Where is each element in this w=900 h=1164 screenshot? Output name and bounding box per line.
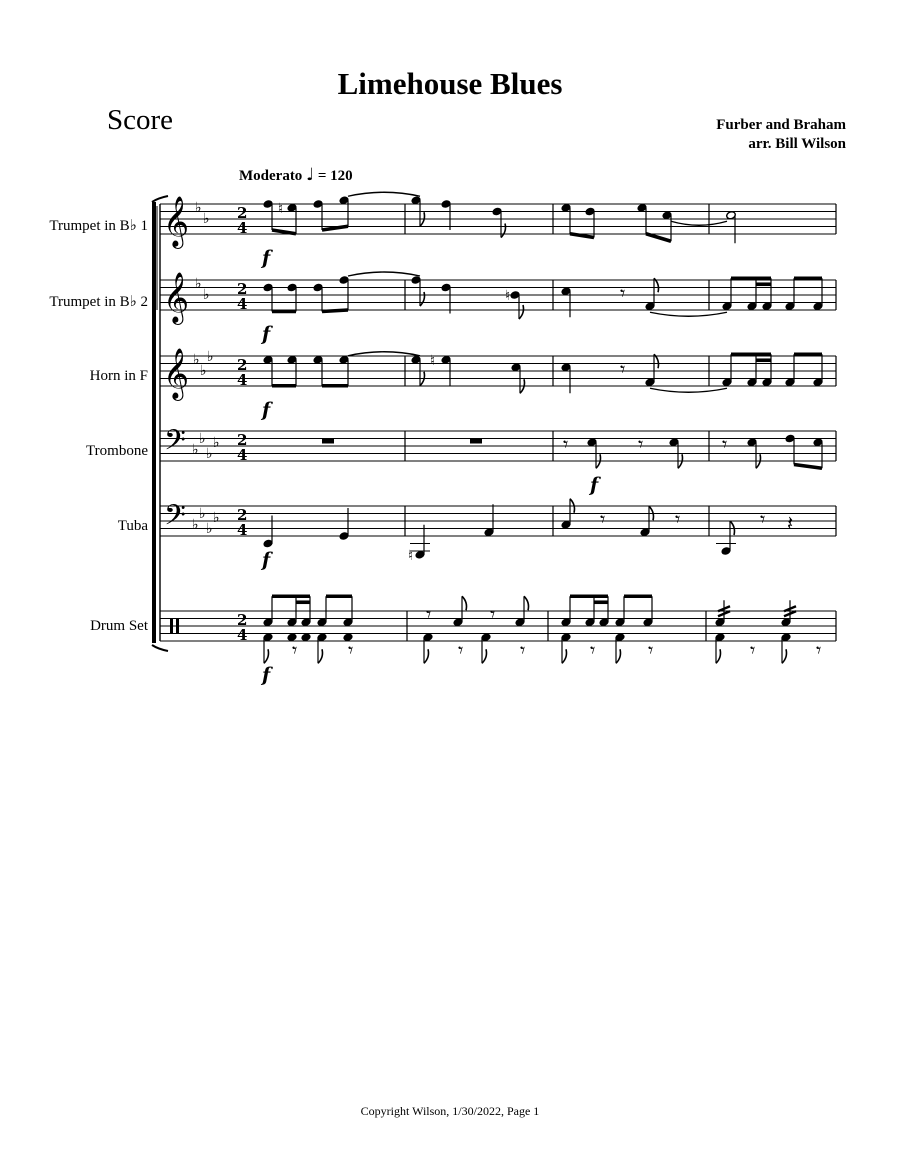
flag bbox=[524, 596, 529, 610]
key-flat-icon: ♭ bbox=[195, 276, 202, 292]
instrument-name-horn: Horn in F bbox=[89, 368, 148, 384]
natural-icon: ♮ bbox=[278, 200, 284, 217]
time-signature-bottom: 4 bbox=[237, 371, 248, 389]
time-signature-bottom: 4 bbox=[237, 446, 248, 464]
flag bbox=[420, 292, 425, 306]
percussion-clef-icon bbox=[176, 619, 179, 633]
time-signature-bottom: 4 bbox=[237, 295, 248, 313]
key-flat-icon: ♭ bbox=[206, 521, 213, 537]
key-flat-icon: ♭ bbox=[203, 287, 210, 303]
tie bbox=[348, 192, 420, 196]
eighth-rest-icon: 𝄾 bbox=[426, 602, 432, 626]
key-flat-icon: ♭ bbox=[199, 431, 206, 447]
forte-dynamic: f bbox=[262, 247, 271, 269]
composer-line-1: Furber and Braham bbox=[716, 117, 846, 133]
flag bbox=[424, 649, 429, 663]
page-title: Limehouse Blues bbox=[337, 66, 563, 101]
tie bbox=[671, 221, 727, 225]
eighth-rest-icon: 𝄾 bbox=[620, 281, 626, 305]
key-flat-icon: ♭ bbox=[192, 442, 199, 458]
key-flat-icon: ♭ bbox=[200, 363, 207, 379]
key-flat-icon: ♭ bbox=[203, 211, 210, 227]
tie bbox=[348, 272, 420, 276]
treble-clef-icon: 𝄞 bbox=[163, 348, 190, 399]
instrument-name-trumpet-1: Trumpet in B♭ 1 bbox=[49, 218, 148, 234]
instrument-name-trombone: Trombone bbox=[86, 443, 148, 459]
tie bbox=[348, 352, 420, 356]
key-flat-icon: ♭ bbox=[199, 506, 206, 522]
quarter-note-icon: ♩ bbox=[306, 165, 315, 185]
beam bbox=[646, 234, 671, 242]
percussion-clef-icon bbox=[170, 619, 173, 633]
flag bbox=[462, 596, 467, 610]
eighth-rest-icon: 𝄾 bbox=[648, 638, 654, 662]
time-signature-bottom: 4 bbox=[237, 219, 248, 237]
time-signature-top: 2 bbox=[237, 280, 248, 298]
time-signature-top: 2 bbox=[237, 506, 248, 524]
eighth-rest-icon: 𝄾 bbox=[760, 507, 766, 531]
time-signature-top: 2 bbox=[237, 431, 248, 449]
whole-rest-icon bbox=[470, 439, 482, 444]
tie bbox=[650, 388, 727, 392]
flag bbox=[716, 649, 721, 663]
key-flat-icon: ♭ bbox=[207, 349, 214, 365]
flag bbox=[519, 305, 524, 319]
tempo-value: = 120 bbox=[317, 168, 353, 184]
flag bbox=[501, 224, 506, 238]
bass-clef-icon: 𝄢 bbox=[164, 424, 186, 464]
composer-line-2: arr. Bill Wilson bbox=[748, 136, 846, 152]
beam bbox=[322, 310, 348, 312]
time-signature-bottom: 4 bbox=[237, 521, 248, 539]
time-signature-top: 2 bbox=[237, 204, 248, 222]
time-signature-top: 2 bbox=[237, 611, 248, 629]
eighth-rest-icon: 𝄾 bbox=[675, 507, 681, 531]
eighth-rest-icon: 𝄾 bbox=[458, 638, 464, 662]
forte-dynamic: f bbox=[262, 549, 271, 571]
key-flat-icon: ♭ bbox=[195, 200, 202, 216]
eighth-rest-icon: 𝄾 bbox=[638, 432, 644, 456]
natural-icon: ♮ bbox=[505, 288, 511, 304]
key-flat-icon: ♭ bbox=[213, 435, 220, 451]
key-flat-icon: ♭ bbox=[192, 517, 199, 533]
eighth-rest-icon: 𝄾 bbox=[750, 638, 756, 662]
flag bbox=[318, 649, 323, 663]
notehead bbox=[301, 633, 312, 642]
key-flat-icon: ♭ bbox=[193, 352, 200, 368]
eighth-rest-icon: 𝄾 bbox=[490, 602, 496, 626]
eighth-rest-icon: 𝄾 bbox=[292, 638, 298, 662]
eighth-rest-icon: 𝄾 bbox=[620, 357, 626, 381]
copyright-footer: Copyright Wilson, 1/30/2022, Page 1 bbox=[360, 1104, 540, 1118]
quarter-rest-icon: 𝄽 bbox=[787, 511, 794, 535]
key-flat-icon: ♭ bbox=[206, 446, 213, 462]
eighth-rest-icon: 𝄾 bbox=[600, 507, 606, 531]
bracket-hook-bottom bbox=[152, 645, 168, 651]
instrument-name-tuba: Tuba bbox=[117, 518, 148, 534]
system-bracket bbox=[152, 202, 156, 643]
forte-dynamic: f bbox=[262, 323, 271, 345]
whole-rest-icon bbox=[322, 439, 334, 444]
beam bbox=[794, 465, 822, 469]
eighth-rest-icon: 𝄾 bbox=[520, 638, 526, 662]
beam bbox=[272, 230, 296, 234]
natural-icon: ♮ bbox=[408, 547, 414, 564]
instrument-name-drum-set: Drum Set bbox=[90, 618, 148, 634]
forte-dynamic: f bbox=[262, 399, 271, 421]
flag bbox=[616, 649, 621, 663]
treble-clef-icon: 𝄞 bbox=[163, 196, 190, 247]
time-signature-bottom: 4 bbox=[237, 626, 248, 644]
treble-clef-icon: 𝄞 bbox=[163, 272, 190, 323]
flag bbox=[782, 649, 787, 663]
natural-icon: ♮ bbox=[430, 352, 436, 369]
tie bbox=[650, 312, 727, 316]
flag bbox=[482, 649, 487, 663]
eighth-rest-icon: 𝄾 bbox=[722, 432, 728, 456]
eighth-rest-icon: 𝄾 bbox=[816, 638, 822, 662]
flag bbox=[264, 649, 269, 663]
bass-clef-icon: 𝄢 bbox=[164, 499, 186, 539]
eighth-rest-icon: 𝄾 bbox=[563, 432, 569, 456]
forte-dynamic: f bbox=[262, 664, 271, 686]
time-signature-top: 2 bbox=[237, 356, 248, 374]
key-flat-icon: ♭ bbox=[213, 510, 220, 526]
eighth-rest-icon: 𝄾 bbox=[590, 638, 596, 662]
tempo-text: Moderato bbox=[239, 168, 303, 184]
eighth-rest-icon: 𝄾 bbox=[348, 638, 354, 662]
forte-dynamic: f bbox=[590, 474, 599, 496]
instrument-name-trumpet-2: Trumpet in B♭ 2 bbox=[49, 294, 148, 310]
score-label: Score bbox=[107, 104, 174, 136]
flag bbox=[562, 649, 567, 663]
